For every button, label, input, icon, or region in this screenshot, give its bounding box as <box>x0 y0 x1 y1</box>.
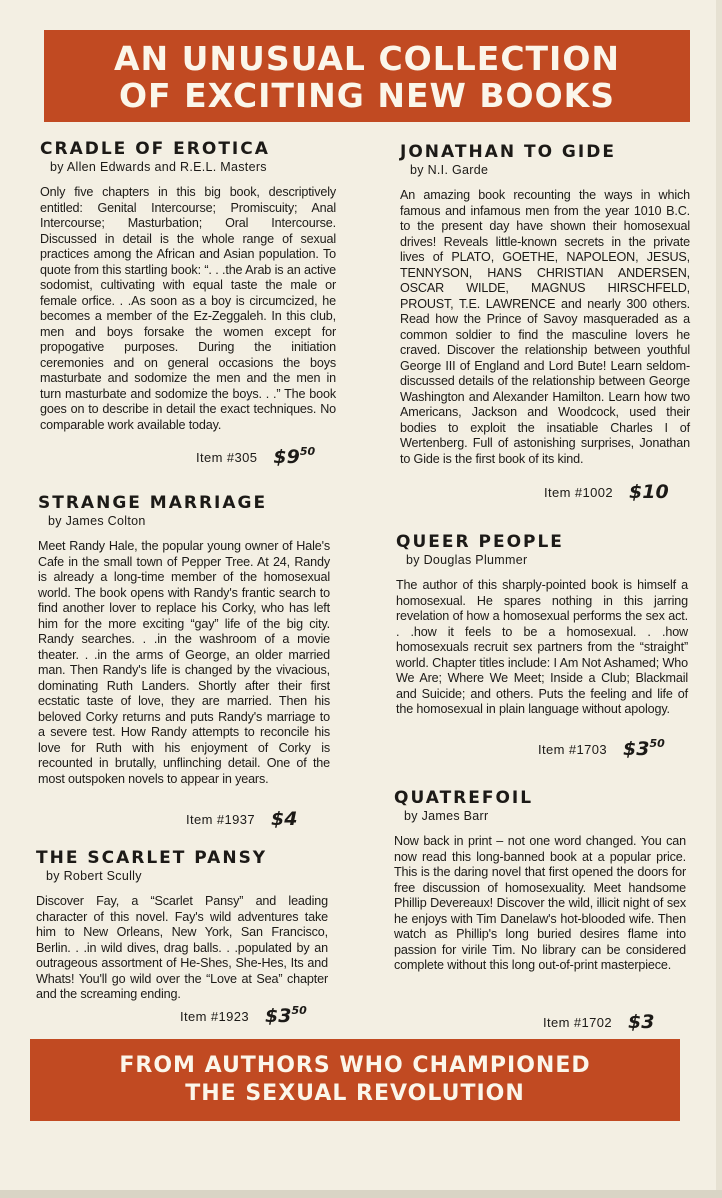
book-title: QUATREFOIL <box>394 788 534 808</box>
price-cents: 50 <box>291 1004 307 1017</box>
price: $3 <box>623 738 650 760</box>
price-row <box>186 808 298 830</box>
book-author: by James Colton <box>48 514 146 528</box>
price-row <box>538 738 665 760</box>
book-description: Only five chapters in this big book, descriptively entitled: Genital Intercourse; Promiscuity; Anal Intercourse; Masturbation; Oral Intercourse. Discussed in detail is the whole range of sexual practices among the African and Asian population. To quote from this startling book: “. . .the Arab is an active sodomist, cultivating with equal taste the male or female orfice. . .As soon as a boy is circumcized, he becomes a member of the Ez-Zeggaleh. In this club, men and boys forsake the women except for propogative purposes. During the initiation ceremonies and on general occasions the boys masturbate and sodomize the men and the men in turn masturbate and sodomize the boys. . .” The book goes on to describe in detail the exact techniques. No comparable work available today. <box>40 185 336 432</box>
header-line-2: OF EXCITING NEW BOOKS <box>118 76 616 115</box>
book-title: CRADLE OF EROTICA <box>40 139 270 159</box>
book-description: An amazing book recounting the ways in which famous and infamous men from the year 1010 B.C. to the present day have shown their homosexual drives! Reveals little-known secrets in the private lives of PLATO, GOETHE, NAPOLEON, JESUS, TENNYSON, HANS CHRISTIAN ANDERSEN, OSCAR WILDE, MAGNUS HIRSCHFELD, PROUST, T.E. LAWRENCE and nearly 300 others. Read how the Prince of Savoy masqueraded as a common soldier to find the masculine lovers he craved. Discover the relationship between youthful George III of England and Lord Bute! Learn seldom-discussed details of the relationship between George Washington and Alexander Hamilton. Learn how two Americans, Jackson and Woodcock, used their bodies to exploit the insatiable Charles I of Wertenberg. Full of astonishing surprises, Jonathan to Gide is the first book of its kind. <box>400 188 690 466</box>
price: $3 <box>628 1011 655 1033</box>
book-title: QUEER PEOPLE <box>396 532 564 552</box>
book-jonathan-to-gide <box>400 142 690 467</box>
header-banner <box>44 30 690 122</box>
book-description: Discover Fay, a “Scarlet Pansy” and leading character of this novel. Fay's wild adventures take him to New Orleans, New York, San Francisco, Berlin. . .in wild dives, drag balls. . .populated by an outrageous assortment of He-Shes, She-Hes, Its and Whats! You'll go wild over the “Love at Sea” chapter and the screaming ending. <box>36 894 328 1001</box>
price: $9 <box>273 446 300 468</box>
footer-line-2: THE SEXUAL REVOLUTION <box>185 1081 525 1106</box>
price-cents: 50 <box>299 445 316 458</box>
footer-banner <box>30 1039 680 1121</box>
book-the-scarlet-pansy <box>36 848 328 1003</box>
price: $4 <box>271 808 298 830</box>
price-row <box>543 1011 655 1033</box>
book-title: STRANGE MARRIAGE <box>38 493 268 513</box>
book-queer-people <box>396 532 688 718</box>
book-title: THE SCARLET PANSY <box>36 848 268 868</box>
item-number: Item #1923 <box>180 1008 250 1024</box>
book-description: Now back in print – not one word changed. You can now read this long-banned book at a popular price. This is the daring novel that first opened the doors for free discussion of homosexuality. Meet handsome Phillip Devereaux! Discover the wild, illicit night of sex he enjoys with Tim Danelaw's hot-blooded wife. Then watch as Phillip's long buried desires flame into passion for virile Tim. No library can be considered complete without this long out-of-print masterpiece. <box>394 834 686 972</box>
item-number: Item #1002 <box>544 484 614 500</box>
book-cradle-of-erotica <box>40 139 336 433</box>
price-row <box>180 1005 307 1027</box>
price: $3 <box>265 1005 292 1027</box>
price-row <box>196 446 315 468</box>
book-title: JONATHAN TO GIDE <box>400 142 616 162</box>
book-author: by Robert Scully <box>46 869 142 883</box>
book-author: by N.I. Garde <box>410 163 489 177</box>
book-quatrefoil <box>394 788 686 974</box>
book-author: by James Barr <box>404 809 489 823</box>
book-author: by Allen Edwards and R.E.L. Masters <box>50 160 267 174</box>
book-author: by Douglas Plummer <box>406 553 528 567</box>
item-number: Item #1702 <box>543 1014 613 1030</box>
book-description: Meet Randy Hale, the popular young owner of Hale's Cafe in the small town of Pepper Tree. At 24, Randy is already a long-time member of the homosexual world. The book opens with Randy's frantic search to find another lover to replace his Corky, who has left him for the more exciting “gay” life of the big city. Randy searches. . .in the washroom of a movie theater. . .in the arms of George, an older married man. Then Randy's life is changed by the vivacious, dominating Ruth Landers. Shortly after their first ecstatic taste of love, they are married. Then his beloved Corky returns and puts Randy's marriage to a severe test. How Randy attempts to reconcile his love for Ruth with his enjoyment of Corky is recounted in brutally, unflinching detail. One of the most outspoken novels to appear in years. <box>38 539 330 786</box>
item-number: Item #305 <box>196 449 258 465</box>
price-cents: 50 <box>649 737 665 750</box>
price-row <box>544 481 669 503</box>
item-number: Item #1703 <box>538 741 608 757</box>
item-number: Item #1937 <box>186 811 256 827</box>
book-description: The author of this sharply-pointed book is himself a homosexual. He spares nothing in this jarring revelation of how a homosexual performs the sex act. . .how it feels to be a homosexual. . .how homosexuals recruit sex partners from the “straight” world. Chapter titles include: I Am Not Ashamed; Who We Are; Where We Meet; Inside a Club; Blackmail and Suicide; and others. Puts the feeling and life of the homosexual in plain language without apology. <box>396 578 688 716</box>
footer-line-1: FROM AUTHORS WHO CHAMPIONED <box>119 1053 591 1078</box>
bottom-edge <box>0 1190 722 1198</box>
header-line-1: AN UNUSUAL COLLECTION <box>113 39 620 78</box>
book-strange-marriage <box>38 493 330 787</box>
price: $10 <box>629 481 669 503</box>
page-edge <box>716 0 722 1198</box>
